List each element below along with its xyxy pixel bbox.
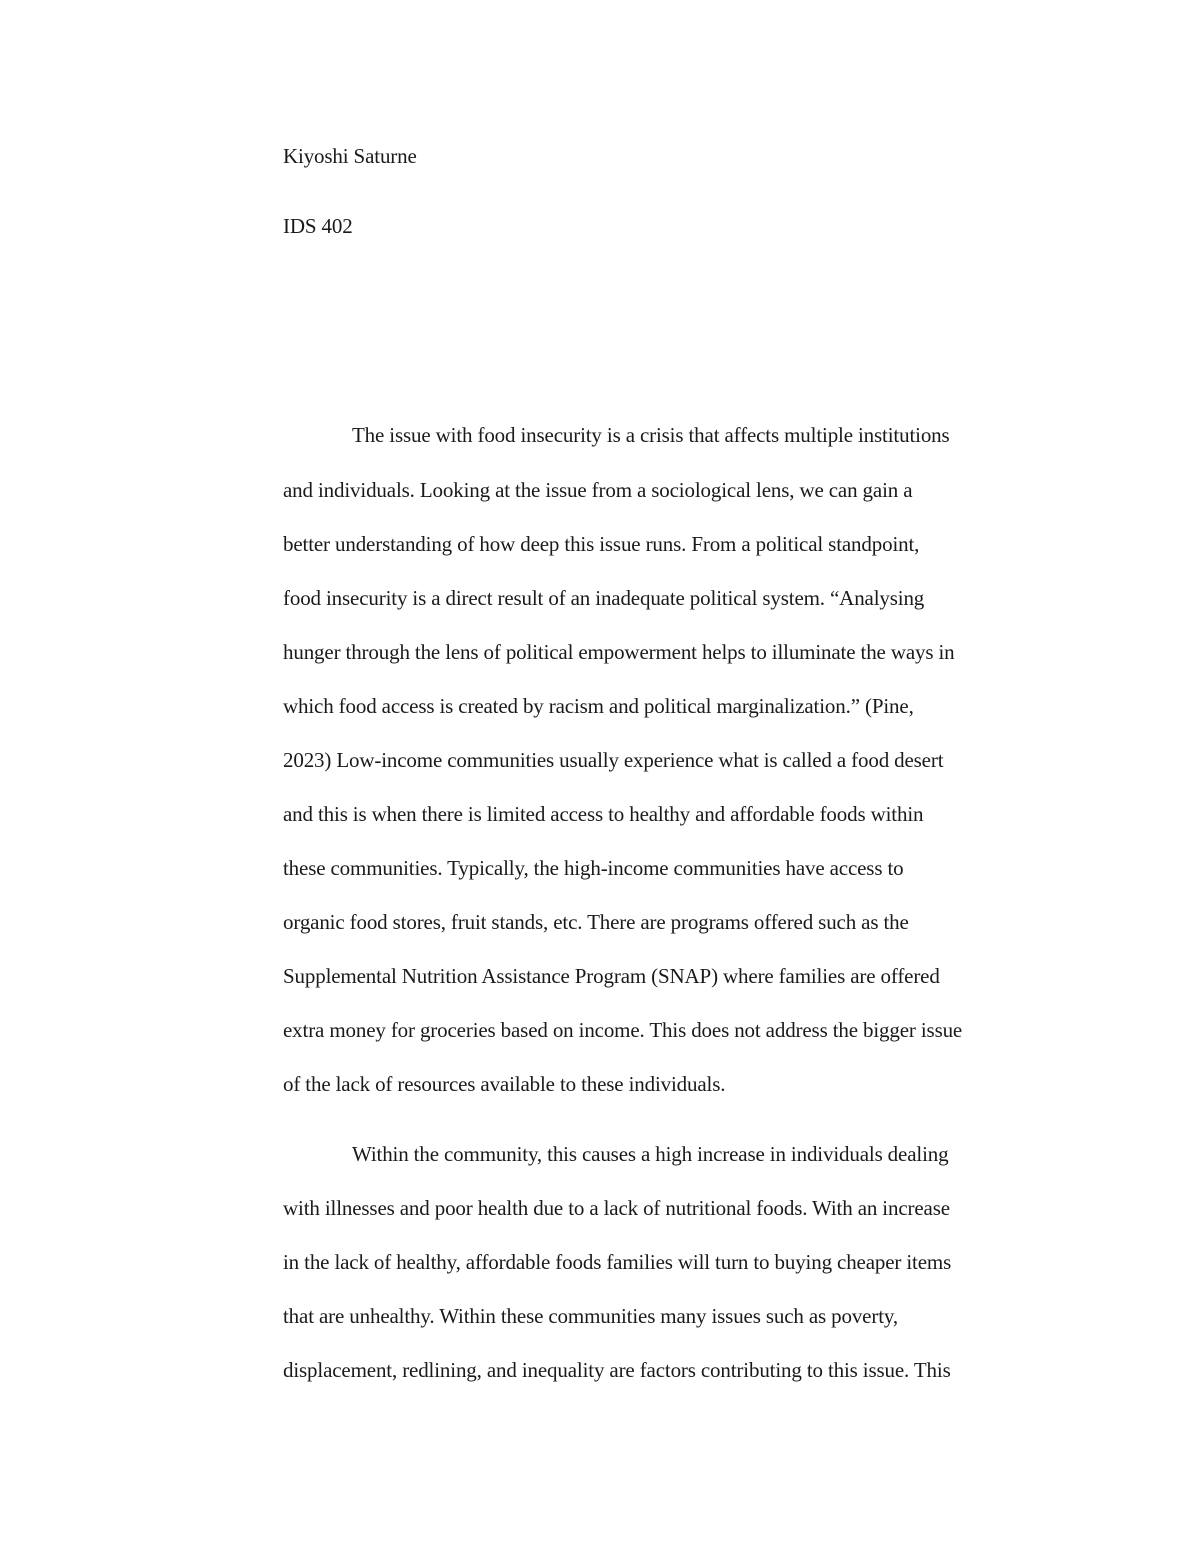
paragraph-line: The issue with food insecurity is a crisis that affects multiple institutions xyxy=(352,423,950,447)
paragraph-line: 2023) Low-income communities usually experience what is called a food desert xyxy=(283,748,944,772)
author-name: Kiyoshi Saturne xyxy=(283,144,417,168)
paragraph-line: of the lack of resources available to these individuals. xyxy=(283,1072,726,1096)
paragraph-line: that are unhealthy. Within these communities many issues such as poverty, xyxy=(283,1304,898,1328)
paragraph-line: these communities. Typically, the high-income communities have access to xyxy=(283,856,904,880)
paragraph-line: Within the community, this causes a high increase in individuals dealing xyxy=(352,1142,949,1166)
paragraph-line: and individuals. Looking at the issue from a sociological lens, we can gain a xyxy=(283,478,913,502)
course-code: IDS 402 xyxy=(283,214,353,238)
paragraph-line: extra money for groceries based on income. This does not address the bigger issue xyxy=(283,1018,963,1042)
paragraph-line: organic food stores, fruit stands, etc. There are programs offered such as the xyxy=(283,910,909,934)
paragraph-line: food insecurity is a direct result of an inadequate political system. “Analysing xyxy=(283,586,925,610)
paragraph-line: Supplemental Nutrition Assistance Program (SNAP) where families are offered xyxy=(283,964,940,988)
paragraph-line: hunger through the lens of political empowerment helps to illuminate the ways in xyxy=(283,640,955,664)
paragraph-line: displacement, redlining, and inequality are factors contributing to this issue. This xyxy=(283,1358,951,1382)
paragraph-line: better understanding of how deep this issue runs. From a political standpoint, xyxy=(283,532,920,556)
paragraph-line: which food access is created by racism and political marginalization.” (Pine, xyxy=(283,694,914,718)
paragraph-line: and this is when there is limited access to healthy and affordable foods within xyxy=(283,802,924,826)
paragraph-line: with illnesses and poor health due to a lack of nutritional foods. With an increase xyxy=(283,1196,950,1220)
paragraph-line: in the lack of healthy, affordable foods families will turn to buying cheaper items xyxy=(283,1250,952,1274)
